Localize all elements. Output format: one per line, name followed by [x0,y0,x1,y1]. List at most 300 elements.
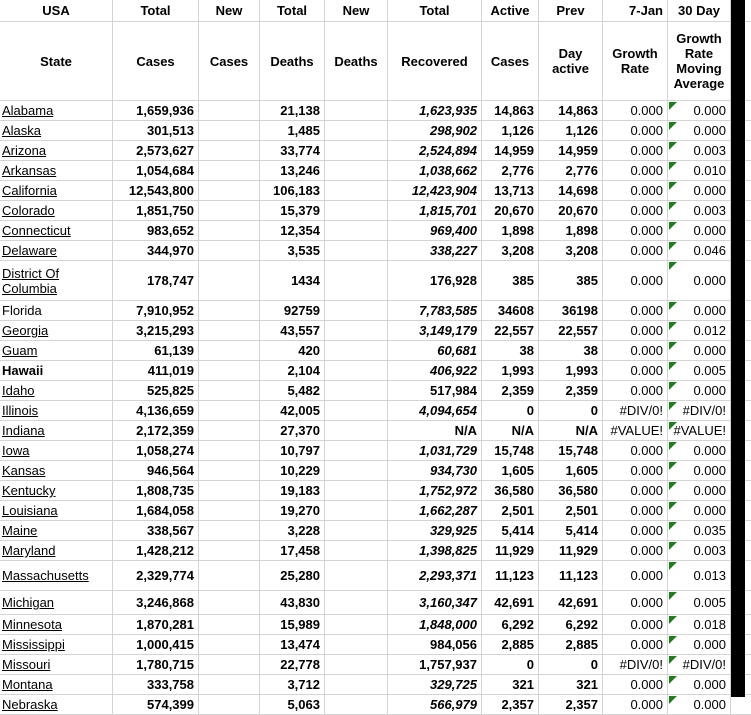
cell-recovered[interactable] [388,695,482,715]
cell-new-cases[interactable] [199,675,260,695]
cell-growth-rate[interactable] [603,521,668,541]
cell-recovered[interactable] [388,181,482,201]
cell-total-deaths[interactable] [260,591,325,615]
header-cell-growth-rate-30day[interactable] [668,0,731,22]
header-cell-recovered[interactable] [388,0,482,22]
cell-new-deaths[interactable] [325,361,388,381]
cell-active-cases[interactable] [482,221,539,241]
cell-state[interactable] [0,481,113,501]
cell-recovered[interactable] [388,561,482,591]
cell-recovered[interactable] [388,421,482,441]
cell-recovered[interactable] [388,401,482,421]
cell-new-cases[interactable] [199,181,260,201]
cell-growth-rate-30day[interactable] [668,461,731,481]
cell-recovered[interactable] [388,591,482,615]
cell-prev-day-active[interactable] [539,181,603,201]
header2-cell-recovered[interactable] [388,22,482,101]
cell-state[interactable] [0,321,113,341]
cell-total-deaths[interactable] [260,615,325,635]
cell-active-cases[interactable] [482,341,539,361]
cell-total-deaths[interactable] [260,201,325,221]
cell-new-deaths[interactable] [325,161,388,181]
cell-active-cases[interactable] [482,441,539,461]
cell-growth-rate[interactable] [603,221,668,241]
cell-total-deaths[interactable] [260,361,325,381]
cell-recovered[interactable] [388,521,482,541]
cell-new-deaths[interactable] [325,695,388,715]
cell-growth-rate[interactable] [603,141,668,161]
cell-growth-rate[interactable] [603,401,668,421]
cell-total-deaths[interactable] [260,675,325,695]
cell-new-cases[interactable] [199,615,260,635]
cell-recovered[interactable] [388,541,482,561]
cell-recovered[interactable] [388,201,482,221]
cell-total-deaths[interactable] [260,321,325,341]
cell-total-deaths[interactable] [260,381,325,401]
cell-prev-day-active[interactable] [539,655,603,675]
cell-state[interactable] [0,635,113,655]
cell-state[interactable] [0,161,113,181]
cell-new-deaths[interactable] [325,121,388,141]
cell-recovered[interactable] [388,615,482,635]
cell-growth-rate-30day[interactable] [668,121,731,141]
header2-cell-total-cases[interactable] [113,22,199,101]
cell-state[interactable] [0,241,113,261]
cell-state[interactable] [0,221,113,241]
cell-prev-day-active[interactable] [539,321,603,341]
cell-state[interactable] [0,401,113,421]
cell-total-cases[interactable] [113,421,199,441]
cell-prev-day-active[interactable] [539,301,603,321]
cell-total-deaths[interactable] [260,635,325,655]
cell-recovered[interactable] [388,121,482,141]
cell-total-cases[interactable] [113,655,199,675]
header2-cell-new-cases[interactable] [199,22,260,101]
cell-total-cases[interactable] [113,341,199,361]
cell-growth-rate-30day[interactable] [668,421,731,441]
cell-prev-day-active[interactable] [539,361,603,381]
cell-state[interactable] [0,675,113,695]
cell-total-deaths[interactable] [260,121,325,141]
cell-growth-rate-30day[interactable] [668,561,731,591]
cell-growth-rate[interactable] [603,675,668,695]
cell-total-cases[interactable] [113,441,199,461]
cell-state[interactable] [0,341,113,361]
cell-prev-day-active[interactable] [539,201,603,221]
header2-cell-active-cases[interactable] [482,22,539,101]
cell-recovered[interactable] [388,441,482,461]
cell-state[interactable] [0,655,113,675]
cell-active-cases[interactable] [482,381,539,401]
cell-total-cases[interactable] [113,301,199,321]
cell-prev-day-active[interactable] [539,101,603,121]
cell-total-cases[interactable] [113,481,199,501]
cell-recovered[interactable] [388,635,482,655]
cell-new-cases[interactable] [199,121,260,141]
cell-new-cases[interactable] [199,591,260,615]
cell-new-cases[interactable] [199,161,260,181]
cell-new-deaths[interactable] [325,501,388,521]
cell-total-deaths[interactable] [260,501,325,521]
cell-growth-rate-30day[interactable] [668,261,731,301]
cell-total-deaths[interactable] [260,441,325,461]
cell-growth-rate[interactable] [603,201,668,221]
cell-new-deaths[interactable] [325,461,388,481]
cell-recovered[interactable] [388,161,482,181]
cell-prev-day-active[interactable] [539,421,603,441]
cell-active-cases[interactable] [482,461,539,481]
header2-cell-prev-day-active[interactable] [539,22,603,101]
header2-cell-state[interactable] [0,22,113,101]
cell-recovered[interactable] [388,481,482,501]
cell-growth-rate-30day[interactable] [668,221,731,241]
cell-new-cases[interactable] [199,401,260,421]
cell-recovered[interactable] [388,461,482,481]
cell-growth-rate[interactable] [603,341,668,361]
cell-growth-rate[interactable] [603,381,668,401]
cell-prev-day-active[interactable] [539,161,603,181]
cell-recovered[interactable] [388,301,482,321]
cell-growth-rate-30day[interactable] [668,381,731,401]
cell-total-cases[interactable] [113,161,199,181]
cell-active-cases[interactable] [482,635,539,655]
cell-growth-rate[interactable] [603,591,668,615]
cell-new-cases[interactable] [199,521,260,541]
cell-growth-rate[interactable] [603,461,668,481]
cell-new-deaths[interactable] [325,401,388,421]
cell-total-cases[interactable] [113,361,199,381]
cell-prev-day-active[interactable] [539,675,603,695]
cell-growth-rate[interactable] [603,361,668,381]
cell-active-cases[interactable] [482,201,539,221]
cell-state[interactable] [0,521,113,541]
cell-total-deaths[interactable] [260,541,325,561]
cell-state[interactable] [0,695,113,715]
cell-growth-rate-30day[interactable] [668,501,731,521]
cell-total-deaths[interactable] [260,181,325,201]
cell-new-deaths[interactable] [325,421,388,441]
cell-new-deaths[interactable] [325,561,388,591]
cell-new-cases[interactable] [199,421,260,441]
cell-total-cases[interactable] [113,381,199,401]
cell-total-cases[interactable] [113,401,199,421]
cell-growth-rate-30day[interactable] [668,181,731,201]
header-cell-growth-rate[interactable] [603,0,668,22]
cell-state[interactable] [0,381,113,401]
cell-state[interactable] [0,421,113,441]
cell-active-cases[interactable] [482,541,539,561]
cell-active-cases[interactable] [482,655,539,675]
cell-total-deaths[interactable] [260,241,325,261]
cell-total-cases[interactable] [113,141,199,161]
cell-growth-rate-30day[interactable] [668,301,731,321]
cell-new-deaths[interactable] [325,615,388,635]
cell-recovered[interactable] [388,675,482,695]
cell-state[interactable] [0,615,113,635]
cell-new-cases[interactable] [199,201,260,221]
cell-new-cases[interactable] [199,261,260,301]
cell-state[interactable] [0,561,113,591]
header2-cell-growth-rate-30day[interactable] [668,22,731,101]
cell-new-deaths[interactable] [325,201,388,221]
header-cell-new-cases[interactable] [199,0,260,22]
cell-growth-rate-30day[interactable] [668,615,731,635]
cell-prev-day-active[interactable] [539,141,603,161]
cell-recovered[interactable] [388,381,482,401]
cell-new-cases[interactable] [199,341,260,361]
cell-active-cases[interactable] [482,675,539,695]
cell-new-deaths[interactable] [325,521,388,541]
cell-new-cases[interactable] [199,561,260,591]
cell-state[interactable] [0,591,113,615]
cell-new-deaths[interactable] [325,261,388,301]
cell-growth-rate[interactable] [603,301,668,321]
cell-prev-day-active[interactable] [539,401,603,421]
cell-prev-day-active[interactable] [539,501,603,521]
cell-total-cases[interactable] [113,501,199,521]
cell-total-deaths[interactable] [260,101,325,121]
cell-growth-rate-30day[interactable] [668,401,731,421]
cell-total-cases[interactable] [113,221,199,241]
cell-active-cases[interactable] [482,321,539,341]
cell-growth-rate-30day[interactable] [668,541,731,561]
cell-prev-day-active[interactable] [539,615,603,635]
cell-new-cases[interactable] [199,321,260,341]
cell-new-cases[interactable] [199,381,260,401]
cell-prev-day-active[interactable] [539,461,603,481]
header-cell-prev-day-active[interactable] [539,0,603,22]
cell-total-cases[interactable] [113,561,199,591]
header-cell-total-cases[interactable] [113,0,199,22]
cell-new-deaths[interactable] [325,441,388,461]
cell-active-cases[interactable] [482,301,539,321]
cell-state[interactable] [0,441,113,461]
cell-growth-rate-30day[interactable] [668,321,731,341]
cell-new-deaths[interactable] [325,675,388,695]
cell-state[interactable] [0,101,113,121]
cell-prev-day-active[interactable] [539,591,603,615]
cell-growth-rate[interactable] [603,441,668,461]
cell-active-cases[interactable] [482,421,539,441]
cell-recovered[interactable] [388,141,482,161]
cell-recovered[interactable] [388,341,482,361]
cell-total-deaths[interactable] [260,341,325,361]
cell-new-cases[interactable] [199,501,260,521]
cell-prev-day-active[interactable] [539,241,603,261]
cell-prev-day-active[interactable] [539,561,603,591]
cell-new-deaths[interactable] [325,341,388,361]
cell-recovered[interactable] [388,261,482,301]
header2-cell-new-deaths[interactable] [325,22,388,101]
cell-growth-rate-30day[interactable] [668,341,731,361]
cell-new-cases[interactable] [199,221,260,241]
cell-new-deaths[interactable] [325,141,388,161]
cell-state[interactable] [0,461,113,481]
cell-growth-rate-30day[interactable] [668,241,731,261]
cell-total-cases[interactable] [113,101,199,121]
cell-growth-rate-30day[interactable] [668,141,731,161]
header2-cell-total-deaths[interactable] [260,22,325,101]
cell-growth-rate-30day[interactable] [668,521,731,541]
cell-new-deaths[interactable] [325,181,388,201]
cell-total-deaths[interactable] [260,521,325,541]
cell-growth-rate-30day[interactable] [668,675,731,695]
cell-growth-rate[interactable] [603,501,668,521]
cell-active-cases[interactable] [482,141,539,161]
cell-new-deaths[interactable] [325,321,388,341]
cell-recovered[interactable] [388,241,482,261]
cell-state[interactable] [0,301,113,321]
cell-new-deaths[interactable] [325,221,388,241]
cell-new-deaths[interactable] [325,481,388,501]
cell-growth-rate[interactable] [603,241,668,261]
cell-total-deaths[interactable] [260,141,325,161]
cell-state[interactable] [0,201,113,221]
cell-total-cases[interactable] [113,541,199,561]
cell-growth-rate-30day[interactable] [668,161,731,181]
cell-growth-rate[interactable] [603,635,668,655]
cell-growth-rate[interactable] [603,121,668,141]
cell-new-cases[interactable] [199,441,260,461]
cell-new-deaths[interactable] [325,591,388,615]
cell-new-cases[interactable] [199,541,260,561]
cell-active-cases[interactable] [482,241,539,261]
cell-total-deaths[interactable] [260,561,325,591]
cell-growth-rate[interactable] [603,541,668,561]
cell-recovered[interactable] [388,221,482,241]
cell-total-cases[interactable] [113,521,199,541]
cell-prev-day-active[interactable] [539,441,603,461]
cell-active-cases[interactable] [482,121,539,141]
cell-new-deaths[interactable] [325,381,388,401]
cell-recovered[interactable] [388,501,482,521]
cell-total-deaths[interactable] [260,401,325,421]
cell-total-cases[interactable] [113,461,199,481]
cell-total-deaths[interactable] [260,695,325,715]
cell-active-cases[interactable] [482,615,539,635]
cell-new-cases[interactable] [199,461,260,481]
cell-new-cases[interactable] [199,361,260,381]
cell-total-deaths[interactable] [260,261,325,301]
cell-active-cases[interactable] [482,181,539,201]
cell-new-deaths[interactable] [325,241,388,261]
cell-recovered[interactable] [388,655,482,675]
cell-new-deaths[interactable] [325,101,388,121]
cell-new-cases[interactable] [199,141,260,161]
cell-active-cases[interactable] [482,401,539,421]
cell-prev-day-active[interactable] [539,261,603,301]
header-cell-new-deaths[interactable] [325,0,388,22]
cell-new-cases[interactable] [199,635,260,655]
cell-growth-rate[interactable] [603,481,668,501]
cell-recovered[interactable] [388,101,482,121]
cell-prev-day-active[interactable] [539,695,603,715]
cell-total-deaths[interactable] [260,221,325,241]
cell-growth-rate[interactable] [603,181,668,201]
cell-active-cases[interactable] [482,101,539,121]
cell-active-cases[interactable] [482,591,539,615]
cell-growth-rate-30day[interactable] [668,695,731,715]
cell-total-cases[interactable] [113,241,199,261]
cell-prev-day-active[interactable] [539,221,603,241]
cell-state[interactable] [0,121,113,141]
header2-cell-growth-rate[interactable] [603,22,668,101]
cell-active-cases[interactable] [482,501,539,521]
cell-prev-day-active[interactable] [539,521,603,541]
cell-state[interactable] [0,181,113,201]
cell-prev-day-active[interactable] [539,635,603,655]
cell-growth-rate[interactable] [603,421,668,441]
cell-growth-rate[interactable] [603,101,668,121]
cell-total-deaths[interactable] [260,481,325,501]
cell-total-deaths[interactable] [260,461,325,481]
cell-recovered[interactable] [388,321,482,341]
cell-state[interactable] [0,141,113,161]
cell-total-cases[interactable] [113,591,199,615]
cell-growth-rate[interactable] [603,695,668,715]
cell-growth-rate-30day[interactable] [668,481,731,501]
cell-state[interactable] [0,501,113,521]
cell-total-cases[interactable] [113,261,199,301]
cell-new-deaths[interactable] [325,541,388,561]
cell-prev-day-active[interactable] [539,381,603,401]
cell-empty[interactable] [731,695,751,715]
cell-active-cases[interactable] [482,561,539,591]
cell-growth-rate-30day[interactable] [668,201,731,221]
cell-new-cases[interactable] [199,655,260,675]
cell-total-cases[interactable] [113,615,199,635]
cell-growth-rate[interactable] [603,615,668,635]
cell-new-cases[interactable] [199,301,260,321]
cell-active-cases[interactable] [482,481,539,501]
cell-active-cases[interactable] [482,521,539,541]
cell-growth-rate[interactable] [603,161,668,181]
cell-growth-rate[interactable] [603,261,668,301]
cell-total-deaths[interactable] [260,161,325,181]
cell-prev-day-active[interactable] [539,481,603,501]
cell-active-cases[interactable] [482,161,539,181]
cell-total-cases[interactable] [113,675,199,695]
cell-growth-rate-30day[interactable] [668,361,731,381]
cell-total-cases[interactable] [113,201,199,221]
cell-new-cases[interactable] [199,695,260,715]
cell-new-cases[interactable] [199,241,260,261]
cell-total-deaths[interactable] [260,421,325,441]
cell-new-cases[interactable] [199,101,260,121]
cell-growth-rate-30day[interactable] [668,591,731,615]
cell-total-cases[interactable] [113,695,199,715]
cell-growth-rate[interactable] [603,655,668,675]
cell-active-cases[interactable] [482,361,539,381]
cell-state[interactable] [0,261,113,301]
cell-total-deaths[interactable] [260,301,325,321]
header-cell-active-cases[interactable] [482,0,539,22]
cell-prev-day-active[interactable] [539,121,603,141]
header-cell-state[interactable] [0,0,113,22]
cell-prev-day-active[interactable] [539,541,603,561]
cell-new-cases[interactable] [199,481,260,501]
cell-state[interactable] [0,541,113,561]
cell-new-deaths[interactable] [325,655,388,675]
cell-growth-rate[interactable] [603,321,668,341]
cell-new-deaths[interactable] [325,301,388,321]
cell-total-deaths[interactable] [260,655,325,675]
cell-active-cases[interactable] [482,695,539,715]
cell-total-cases[interactable] [113,121,199,141]
cell-recovered[interactable] [388,361,482,381]
cell-total-cases[interactable] [113,321,199,341]
cell-prev-day-active[interactable] [539,341,603,361]
